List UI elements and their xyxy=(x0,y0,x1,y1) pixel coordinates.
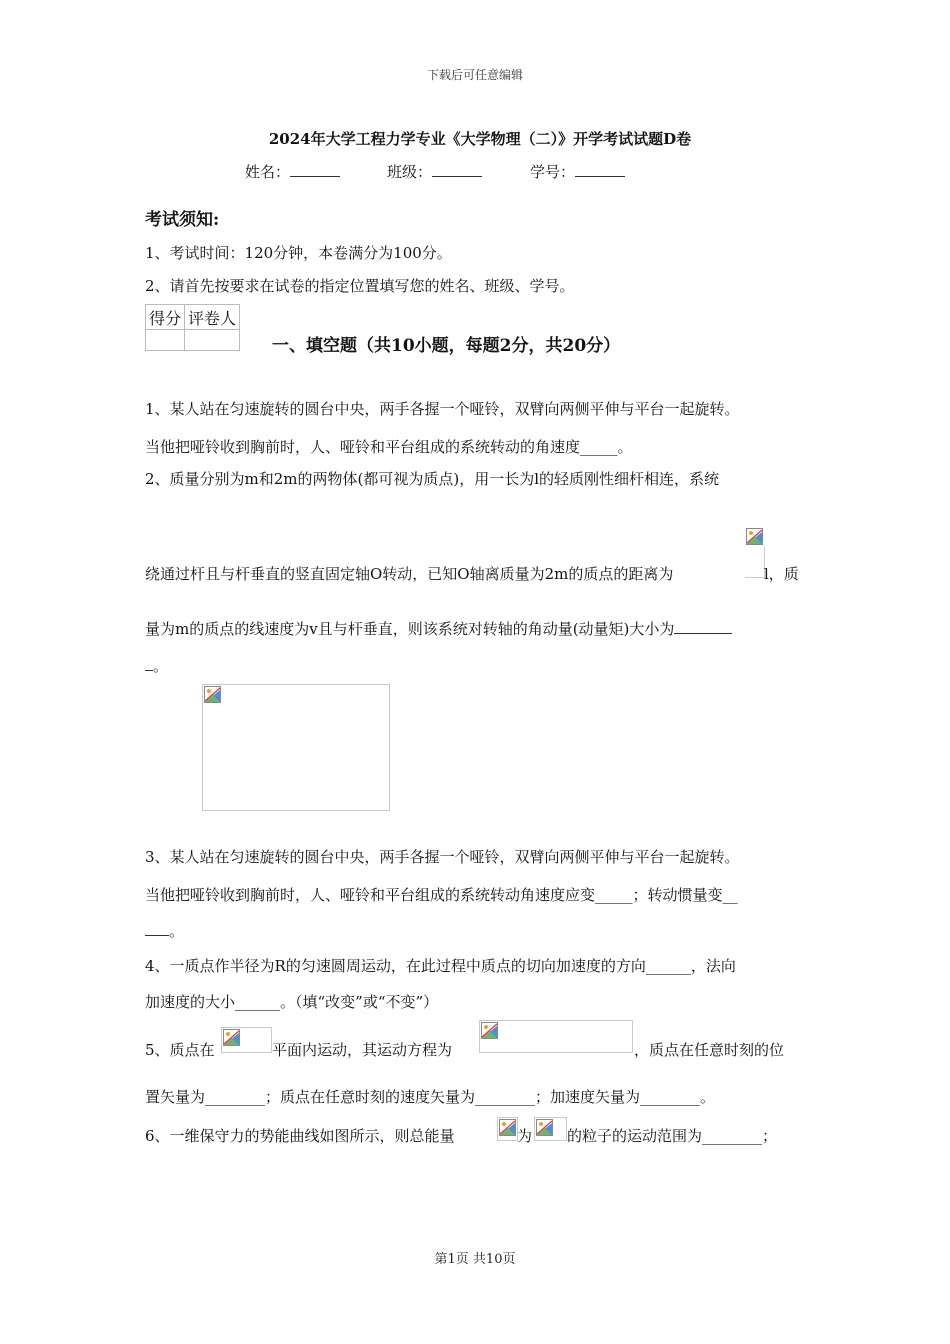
broken-image-icon xyxy=(204,686,221,703)
name-field xyxy=(245,161,340,182)
q2-line4-text: 。 xyxy=(153,657,169,675)
grader-header: 评卷人 xyxy=(185,305,240,330)
notice-item-2: 2、请首先按要求在试卷的指定位置填写您的姓名、班级、学号。 xyxy=(145,277,575,295)
id-blank xyxy=(575,162,625,177)
broken-image-icon xyxy=(536,1119,553,1136)
q6-line1a: 6、一维保守力的势能曲线如图所示，则总能量 xyxy=(145,1127,455,1145)
q2-line2b: l，质 xyxy=(764,565,799,583)
id-field xyxy=(530,161,625,182)
q6-line1b: 为 xyxy=(517,1127,533,1145)
grader-cell xyxy=(185,330,240,351)
q2-line1: 2、质量分别为m和2m的两物体(都可视为质点)，用一长为l的轻质刚性细杆相连，系统 xyxy=(145,470,720,488)
q2-answer-blank xyxy=(674,619,732,634)
header-note: 下载后可任意编辑 xyxy=(426,68,523,82)
q2-line3-text: 量为m的质点的线速度为v且与杆垂直，则该系统对转轴的角动量(动量矩)大小为 xyxy=(145,620,675,638)
q6-line1c: 的粒子的运动范围为________； xyxy=(567,1127,778,1145)
q2-line2a: 绕通过杆且与杆垂直的竖直固定轴O转动，已知O轴离质量为2m的质点的距离为 xyxy=(145,565,674,583)
q3-line3-text: 。 xyxy=(169,922,185,940)
q1-line1: 1、某人站在匀速旋转的圆台中央，两手各握一个哑铃，双臂向两侧平伸与平台一起旋转。 xyxy=(145,400,740,418)
formula-image xyxy=(534,1117,567,1141)
q2-line4 xyxy=(145,655,168,676)
page-title: 2024年大学工程力学专业《大学物理（二）》开学考试试题D卷 xyxy=(268,130,692,148)
q5-line1a: 5、质点在 xyxy=(145,1041,215,1059)
formula-image xyxy=(497,1117,518,1141)
formula-image xyxy=(479,1020,633,1053)
figure-image xyxy=(202,684,390,811)
q5-line1c: ，质点在任意时刻的位 xyxy=(634,1041,785,1059)
notice-item-1: 1、考试时间：120分钟，本卷满分为100分。 xyxy=(145,244,452,262)
broken-image-icon xyxy=(746,528,763,545)
formula-image xyxy=(221,1027,272,1053)
class-blank xyxy=(432,162,482,177)
q3-line1: 3、某人站在匀速旋转的圆台中央，两手各握一个哑铃，双臂向两侧平伸与平台一起旋转。 xyxy=(145,848,740,866)
notice-title: 考试须知: xyxy=(145,210,220,230)
q1-line2: 当他把哑铃收到胸前时，人、哑铃和平台组成的系统转动的角速度_____。 xyxy=(145,438,633,456)
broken-image-icon xyxy=(499,1119,516,1136)
score-table xyxy=(145,304,240,351)
class-field xyxy=(387,161,482,182)
id-label: 学号： xyxy=(530,163,576,181)
name-label: 姓名： xyxy=(245,163,291,181)
broken-image-icon xyxy=(223,1029,240,1046)
q3-line3 xyxy=(145,920,184,941)
score-header: 得分 xyxy=(146,305,185,330)
q3-line2: 当他把哑铃收到胸前时，人、哑铃和平台组成的系统转动角速度应变_____；转动惯量变__ xyxy=(145,886,738,904)
section-title: 一、填空题（共10小题，每题2分，共20分） xyxy=(272,336,621,356)
q4-line1: 4、一质点作半径为R的匀速圆周运动，在此过程中质点的切向加速度的方向______，法向 xyxy=(145,957,736,975)
broken-image-icon xyxy=(481,1022,498,1039)
q5-line1b: 平面内运动，其运动方程为 xyxy=(272,1041,453,1059)
score-cell xyxy=(146,330,185,351)
q4-line2: 加速度的大小______。（填“改变”或“不变”） xyxy=(145,993,439,1011)
q5-line2: 置矢量为________；质点在任意时刻的速度矢量为________；加速度矢量为________。 xyxy=(145,1088,716,1106)
formula-image xyxy=(745,527,764,577)
page-footer: 第1页 共10页 xyxy=(434,1252,516,1267)
class-label: 班级： xyxy=(387,163,433,181)
name-blank xyxy=(290,162,340,177)
q2-line3 xyxy=(145,618,732,639)
